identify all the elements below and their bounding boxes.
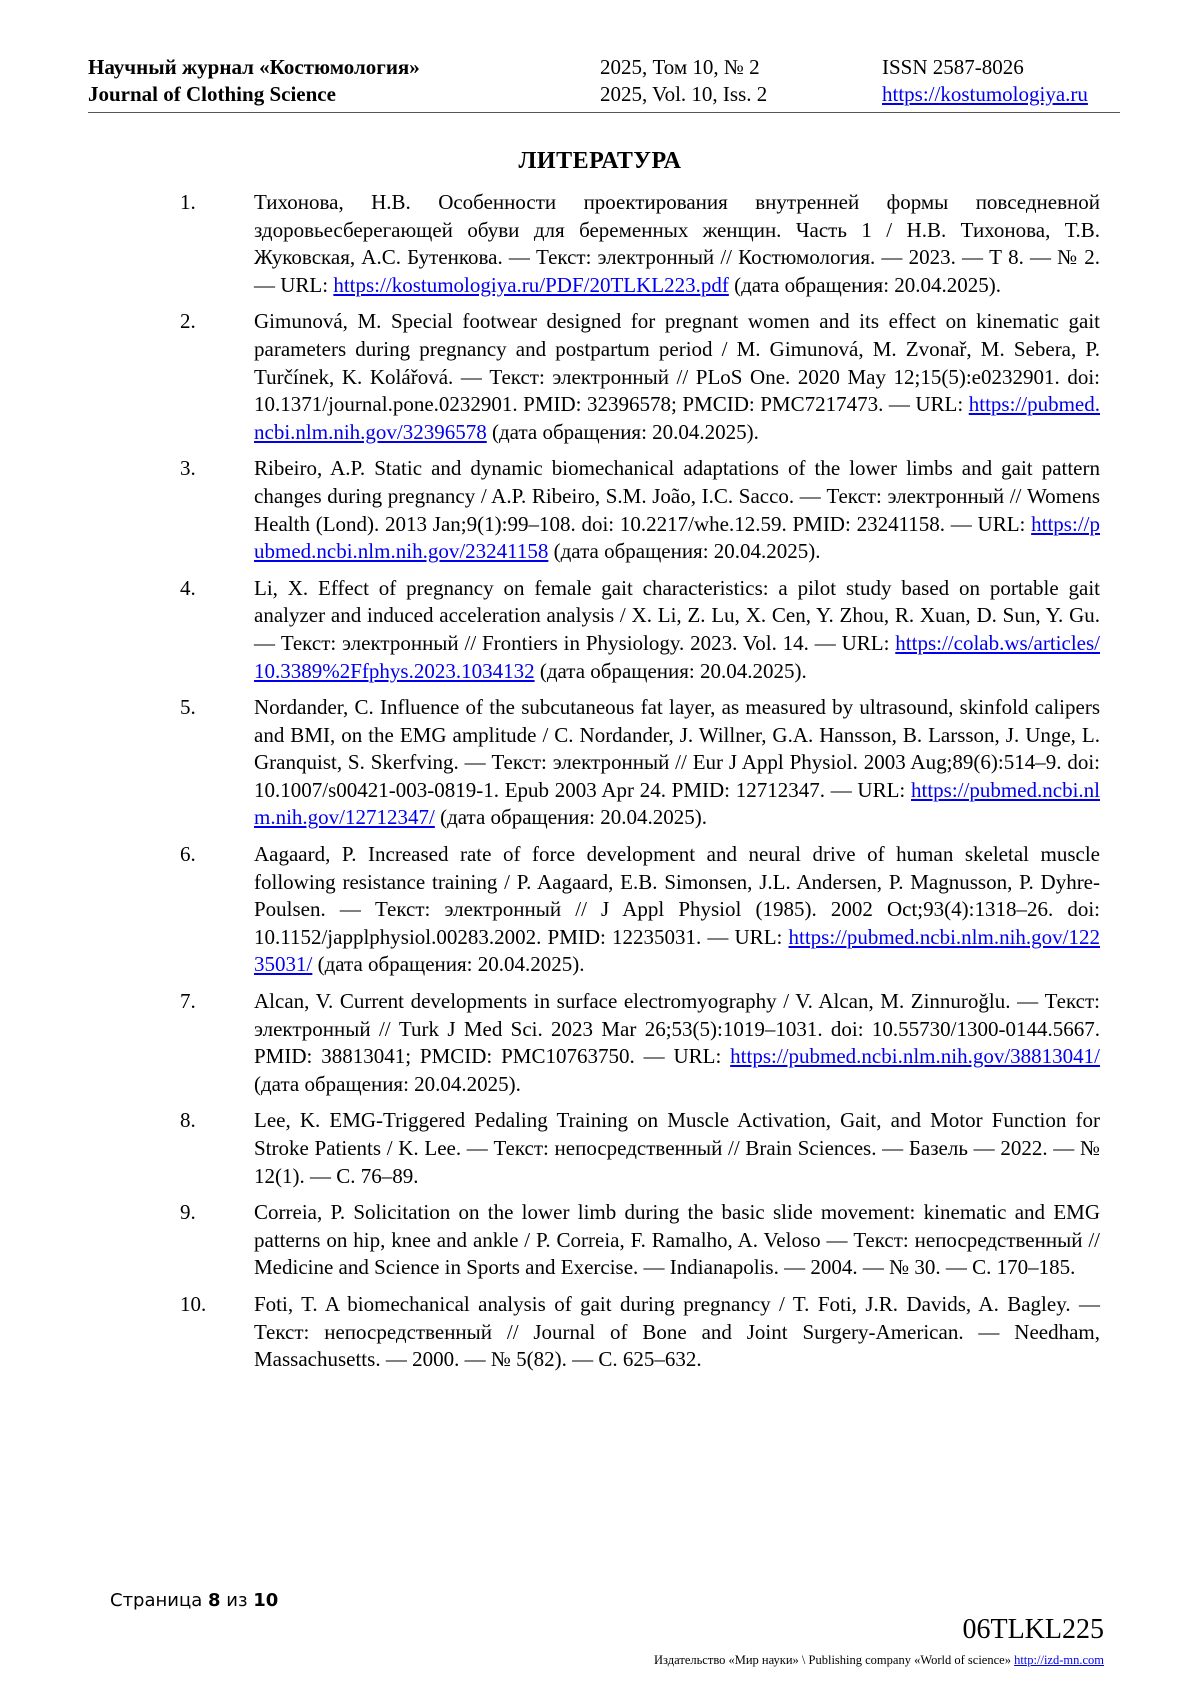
- reference-number: 10.: [180, 1291, 207, 1316]
- page-current: 8: [208, 1590, 221, 1611]
- reference-access-date: (дата обращения: 20.04.2025).: [254, 1071, 521, 1096]
- reference-access-date: (дата обращения: 20.04.2025).: [728, 272, 1002, 297]
- reference-url-link[interactable]: https://pubmed.ncbi.nlm.nih.gov/38813041/: [730, 1044, 1100, 1069]
- page-header: [88, 54, 1120, 113]
- reference-text: Ribeiro, A.P. Static and dynamic biomechanical adaptations of the lower limbs and gait pattern changes during pregnancy / A.P. Ribeiro, S.M. João, I.C. Sacco. — Текст: электронный // Womens Health (Lond). 2013 Jan;9(1):99–108. doi: 10.2217/whe.12.59. PMID: 23241158. — URL:: [254, 456, 1100, 536]
- issn-block: [882, 54, 1088, 108]
- reference-item: [180, 988, 1100, 1098]
- reference-number: 3.: [180, 456, 196, 481]
- page-prefix: Страница: [110, 1590, 203, 1611]
- reference-number: 4.: [180, 575, 196, 600]
- issue-info: [600, 54, 767, 108]
- reference-text: Lee, K. EMG-Triggered Pedaling Training on Muscle Activation, Gait, and Motor Function for Stroke Patients / K. Lee. — Текст: непосредственный // Brain Sciences. — Базель — 2022. — № 12(1). — С. 76–89.: [254, 1108, 1100, 1188]
- journal-name-ru: Научный журнал «Костюмология»: [88, 55, 420, 79]
- reference-text: Correia, P. Solicitation on the lower limb during the basic slide movement: kinematic and EMG patterns on hip, knee and ankle / P. Correia, F. Ramalho, A. Veloso — Текст: непосредственный // Medicine and Science in Sports and Exercise. — Indianapolis. — 2004. — № 30. — С. 170–185.: [254, 1200, 1100, 1280]
- reference-url-link[interactable]: https://pubmed.ncbi.nlm.nih.gov/12712347/: [254, 777, 1100, 830]
- journal-site-link[interactable]: https://kostumologiya.ru: [882, 82, 1088, 106]
- reference-item: [180, 1107, 1100, 1190]
- reference-item: [180, 1291, 1100, 1374]
- reference-url-link[interactable]: https://pubmed.ncbi.nlm.nih.gov/32396578: [254, 392, 1100, 444]
- reference-item: [180, 189, 1100, 299]
- page-total: 10: [253, 1590, 279, 1611]
- journal-name: [88, 54, 420, 108]
- reference-access-date: (дата обращения: 20.04.2025).: [534, 658, 807, 683]
- reference-access-date: (дата обращения: 20.04.2025).: [312, 952, 585, 977]
- reference-number: 9.: [180, 1200, 196, 1225]
- reference-number: 7.: [180, 989, 196, 1014]
- reference-item: [180, 694, 1100, 832]
- reference-item: [180, 841, 1100, 979]
- reference-access-date: (дата обращения: 20.04.2025).: [548, 539, 821, 564]
- reference-text: Тихонова, Н.В. Особенности проектирования внутренней формы повседневной здоровьесберегающей обуви для беременных женщин. Часть 1 / Н.В. Тихонова, Т.В. Жуковская, А.С. Бутенкова. — Текст: электронный // Костюмология. — 2023. — Т 8. — № 2. — URL:: [254, 190, 1100, 297]
- reference-text: Li, X. Effect of pregnancy on female gait characteristics: a pilot study based on portable gait analyzer and induced acceleration analysis / X. Li, Z. Lu, X. Cen, Y. Zhou, R. Xuan, D. Sun, Y. Gu. — Текст: электронный // Frontiers in Physiology. 2023. Vol. 14. — URL:: [254, 575, 1100, 655]
- reference-url-link[interactable]: https://kostumologiya.ru/PDF/20TLKL223.pdf: [333, 272, 729, 297]
- article-code: 06TLKL225: [962, 1614, 1104, 1645]
- reference-item: [180, 1199, 1100, 1282]
- reference-text: Nordander, C. Influence of the subcutaneous fat layer, as measured by ultrasound, skinfold calipers and BMI, on the EMG amplitude / C. Nordander, J. Willner, G.A. Hansson, B. Larsson, J. Unge, L. Granquist, S. Skerfving. — Текст: электронный // Eur J Appl Physiol. 2003 Aug;89(6):514–9. doi: 10.1007/s00421-003-0819-1. Epub 2003 Apr 24. PMID: 12712347. — URL:: [254, 695, 1100, 802]
- reference-text: Foti, T. A biomechanical analysis of gait during pregnancy / T. Foti, J.R. Davids, A. Bagley. — Текст: непосредственный // Journal of Bone and Joint Surgery-American. — Needham, Massachusetts. — 2000. — № 5(82). — С. 625–632.: [254, 1291, 1100, 1372]
- journal-name-en: Journal of Clothing Science: [88, 82, 336, 106]
- reference-text: Alcan, V. Current developments in surface electromyography / V. Alcan, M. Zinnuroğlu. — Текст: электронный // Turk J Med Sci. 2023 Mar 26;53(5):1019–1031. doi: 10.55730/1300-0144.5667. PMID: 38813041; PMCID: PMC10763750. — URL:: [254, 989, 1100, 1069]
- reference-item: [180, 308, 1100, 446]
- page-number: [110, 1590, 278, 1611]
- reference-number: 8.: [180, 1108, 196, 1133]
- reference-text: Aagaard, P. Increased rate of force development and neural drive of human skeletal muscle following resistance training / P. Aagaard, E.B. Simonsen, J.L. Andersen, P. Magnusson, P. Dyhre-Poulsen. — Текст: электронный // J Appl Physiol (1985). 2002 Oct;93(4):1318–26. doi: 10.1152/japplphysiol.00283.2002. PMID: 12235031. — URL:: [254, 842, 1100, 949]
- reference-url-link[interactable]: https://pubmed.ncbi.nlm.nih.gov/23241158: [254, 511, 1100, 564]
- reference-text: Gimunová, M. Special footwear designed for pregnant women and its effect on kinematic gait parameters during pregnancy and postpartum period / M. Gimunová, M. Zvonař, M. Sebera, P. Turčínek, K. Kolářová. — Текст: электронный // PLoS One. 2020 May 12;15(5):e0232901. doi: 10.1371/journal.pone.0232901. PMID: 32396578; PMCID: PMC7217473. — URL:: [254, 309, 1100, 417]
- publisher-line: [654, 1653, 1104, 1668]
- reference-access-date: (дата обращения: 20.04.2025).: [434, 805, 708, 830]
- reference-access-date: (дата обращения: 20.04.2025).: [486, 419, 759, 444]
- reference-number: 1.: [180, 190, 196, 214]
- publisher-name: Издательство «Мир науки» \ Publishing company «World of science»: [654, 1653, 1011, 1667]
- section-title: ЛИТЕРАТУРА: [518, 148, 682, 174]
- issn: ISSN 2587-8026: [882, 55, 1024, 79]
- page-sep: из: [226, 1590, 248, 1611]
- reference-list: [180, 189, 1100, 1383]
- reference-number: 6.: [180, 842, 196, 867]
- reference-item: [180, 575, 1100, 685]
- publisher-link[interactable]: http://izd-mn.com: [1014, 1653, 1104, 1667]
- reference-number: 2.: [180, 309, 196, 334]
- reference-url-link[interactable]: https://colab.ws/articles/10.3389%2Ffphys.2023.1034132: [254, 630, 1100, 683]
- reference-number: 5.: [180, 695, 196, 720]
- issue-en: 2025, Vol. 10, Iss. 2: [600, 82, 768, 106]
- reference-url-link[interactable]: https://pubmed.ncbi.nlm.nih.gov/12235031/: [254, 924, 1100, 977]
- reference-item: [180, 455, 1100, 565]
- issue-ru: 2025, Том 10, № 2: [600, 55, 760, 79]
